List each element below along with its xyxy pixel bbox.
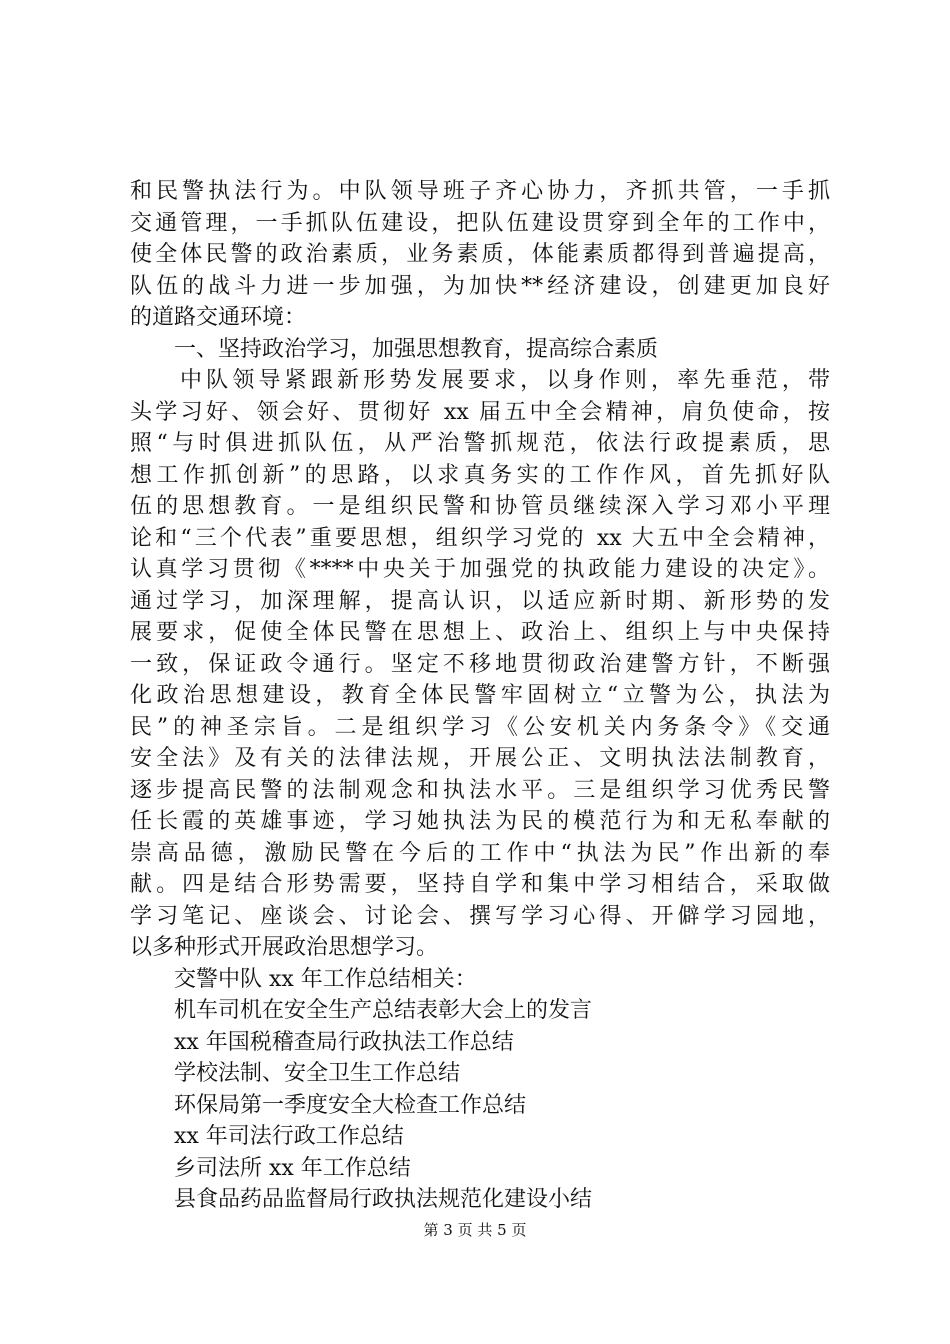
body-line: 一致，保证政令通行。坚定不移地贯彻政治建警方针，不断强: [130, 651, 830, 677]
body-line: 化政治思想建设，教育全体民警牢固树立“立警为公，执法为: [130, 683, 830, 708]
related-link[interactable]: 县食品药品监督局行政执法规范化建设小结: [174, 1187, 593, 1212]
body-line: 崇高品德，激励民警在今后的工作中“执法为民”作出新的奉: [130, 840, 830, 866]
body-line: 以多种形式开展政治思想学习。: [130, 935, 439, 960]
body-line: 安全法》及有关的法律法规，开展公正、文明执法法制教育，: [130, 746, 830, 771]
section-heading: 一、坚持政治学习，加强思想教育，提高综合素质: [174, 336, 659, 362]
related-link[interactable]: 乡司法所 xx 年工作总结: [174, 1155, 411, 1181]
body-line: 逐步提高民警的法制观念和执法水平。三是组织学习优秀民警: [130, 777, 830, 803]
related-link[interactable]: 机车司机在安全生产总结表彰大会上的发言: [174, 998, 593, 1023]
body-line: 想工作抓创新”的思路，以求真务实的工作作风，首先抓好队: [130, 462, 830, 488]
document-body: [130, 176, 830, 1216]
body-line: 交通管理，一手抓队伍建设，把队伍建设贯穿到全年的工作中，: [130, 210, 830, 236]
body-line: 学习笔记、座谈会、讨论会、撰写学习心得、开僻学习园地，: [130, 903, 830, 929]
body-line: 任长霞的英雄事迹，学习她执法为民的模范行为和无私奉献的: [130, 809, 830, 834]
body-line: 和民警执法行为。中队领导班子齐心协力，齐抓共管，一手抓: [130, 179, 830, 204]
body-line: 队伍的战斗力进一步加强，为加快**经济建设，创建更加良好: [130, 273, 830, 299]
body-line: 中队领导紧跟新形势发展要求，以身作则，率先垂范，带: [180, 368, 830, 393]
body-line: 通过学习，加深理解，提高认识，以适应新时期、新形势的发: [130, 588, 830, 614]
body-line: 认真学习贯彻《****中央关于加强党的执政能力建设的决定》。: [130, 557, 830, 582]
body-line: 论和“三个代表”重要思想，组织学习党的 xx 大五中全会精神，: [130, 525, 830, 551]
related-heading: 交警中队 xx 年工作总结相关：: [174, 966, 477, 992]
body-line: 民”的神圣宗旨。二是组织学习《公安机关内务条令》《交通: [130, 714, 830, 740]
body-line: 的道路交通环境：: [130, 305, 307, 330]
related-link[interactable]: xx 年国税稽查局行政执法工作总结: [174, 1029, 514, 1055]
body-line: 照“与时俱进抓队伍，从严治警抓规范，依法行政提素质，思: [130, 431, 830, 456]
body-line: 献。四是结合形势需要，坚持自学和集中学习相结合，采取做: [130, 872, 830, 897]
body-line: 头学习好、领会好、贯彻好 xx 届五中全会精神，肩负使命，按: [130, 399, 830, 425]
body-line: 伍的思想教育。一是组织民警和协管员继续深入学习邓小平理: [130, 494, 830, 519]
page-indicator: 第 3 页 共 5 页: [423, 1221, 527, 1239]
related-link[interactable]: xx 年司法行政工作总结: [174, 1124, 404, 1149]
related-link[interactable]: 环保局第一季度安全大检查工作总结: [174, 1092, 527, 1118]
body-line: 展要求，促使全体民警在思想上、政治上、组织上与中央保持: [130, 620, 830, 645]
related-link[interactable]: 学校法制、安全卫生工作总结: [174, 1061, 461, 1086]
body-line: 使全体民警的政治素质，业务素质，体能素质都得到普遍提高，: [130, 242, 830, 267]
